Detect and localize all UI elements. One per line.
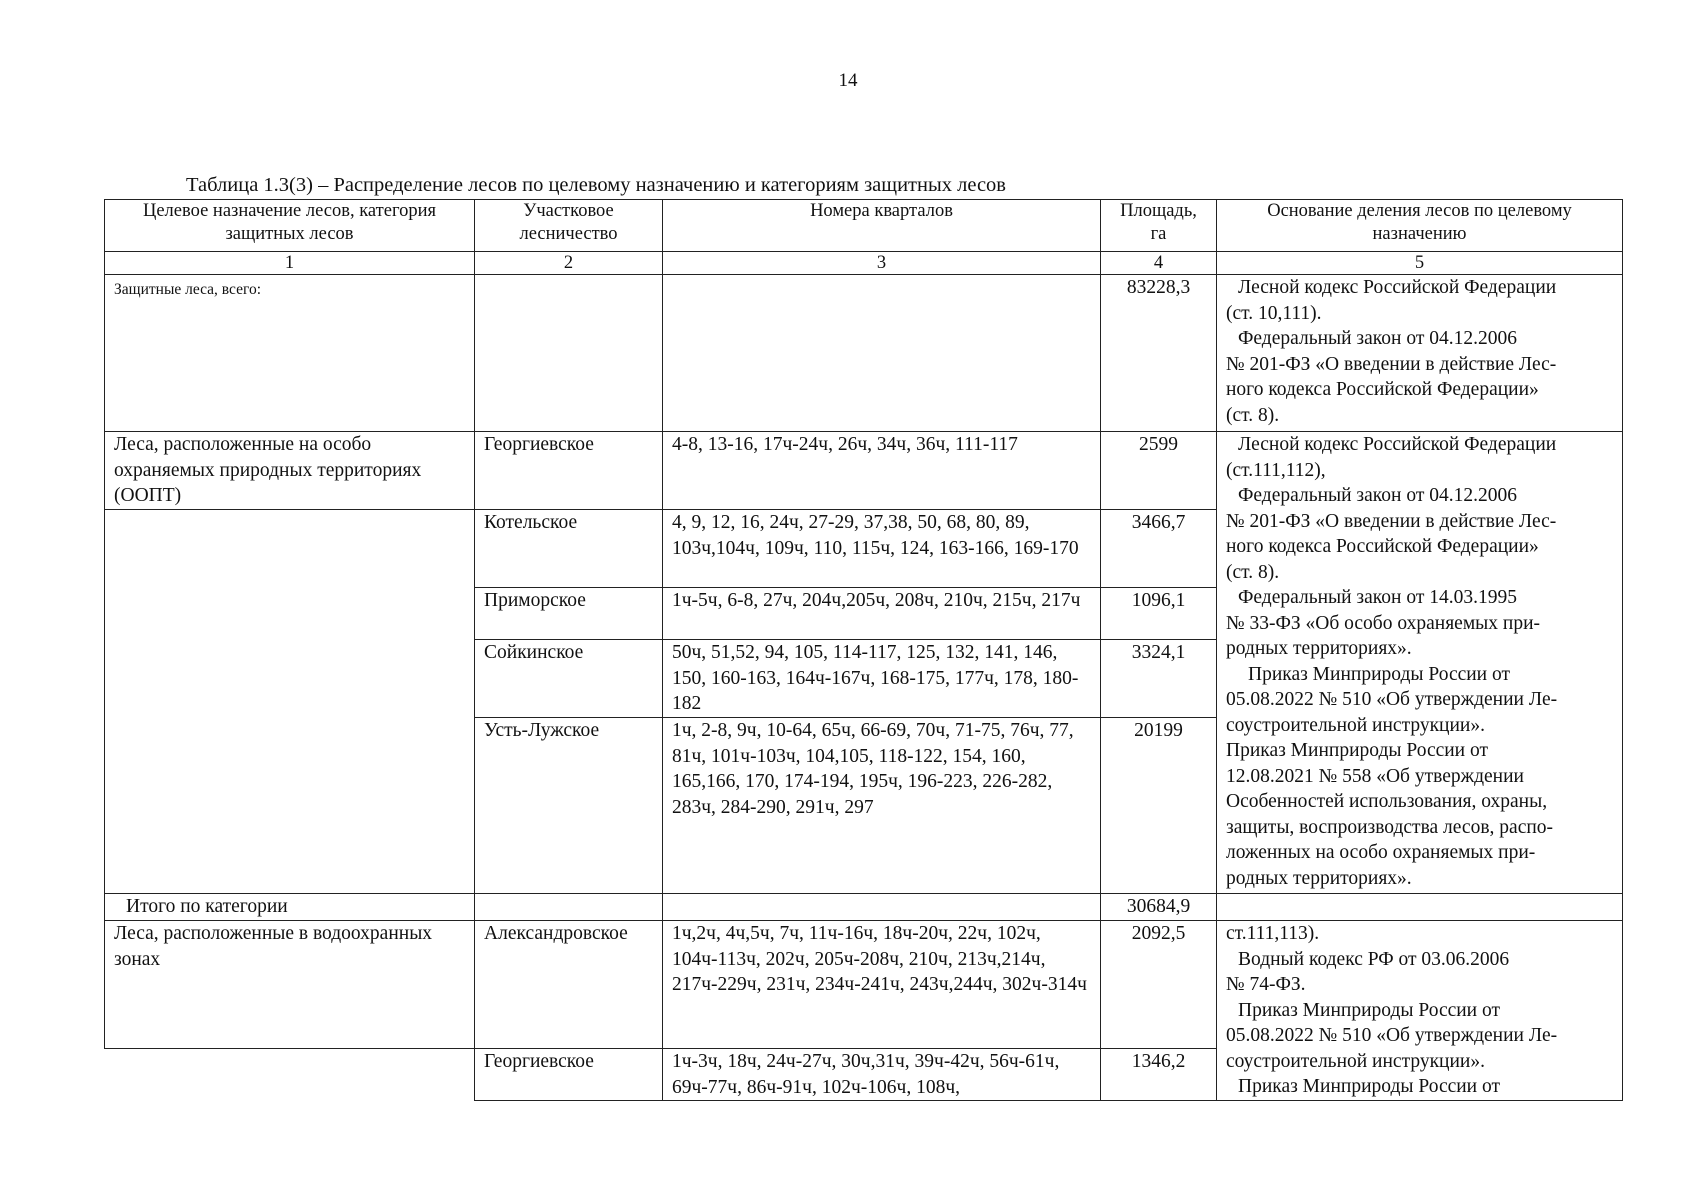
col-number: 1	[105, 252, 475, 275]
forest-distribution-table	[104, 199, 1623, 1101]
category-cell: Леса, расположенные в водоохранных зонах	[105, 921, 475, 1049]
quarters-cell: 1ч,2ч, 4ч,5ч, 7ч, 11ч-16ч, 18ч-20ч, 22ч, 102ч, 104ч-113ч, 202ч, 205ч-208ч, 210ч, 213ч,214ч, 217ч-229ч, 231ч, 234ч-241ч, 243ч,244ч, 302ч-314ч	[663, 921, 1101, 1049]
basis-line: Федеральный закон от 04.12.2006	[1238, 485, 1517, 506]
basis-line: 05.08.2022 № 510 «Об утверждении Ле-	[1226, 1025, 1558, 1046]
area-cell: 1096,1	[1101, 588, 1217, 640]
forestry-cell	[475, 894, 663, 921]
header-basis: Основание деления лесов по целевому назначению	[1217, 200, 1623, 252]
basis-line: № 74-ФЗ.	[1226, 974, 1306, 995]
area-cell: 3466,7	[1101, 510, 1217, 588]
col-number: 4	[1101, 252, 1217, 275]
basis-line: 05.08.2022 № 510 «Об утверждении Ле-	[1226, 689, 1558, 710]
column-number-row	[105, 252, 1623, 275]
area-cell: 3324,1	[1101, 640, 1217, 718]
area-cell: 20199	[1101, 718, 1217, 894]
header-purpose: Целевое назначение лесов, категория защитных лесов	[105, 200, 475, 252]
forestry-cell: Котельское	[475, 510, 663, 588]
basis-cell	[1217, 432, 1623, 894]
basis-line: Приказ Минприроды России от	[1226, 740, 1489, 761]
basis-cell	[1217, 894, 1623, 921]
basis-line: № 33-ФЗ «Об особо охраняемых при-	[1226, 612, 1540, 634]
col-number: 5	[1217, 252, 1623, 275]
basis-line: ст.111,113).	[1226, 923, 1320, 944]
basis-line: ложенных на особо охраняемых при-	[1226, 842, 1536, 863]
basis-line: № 201-ФЗ «О введении в действие Лес-	[1226, 353, 1557, 375]
col-number: 2	[475, 252, 663, 275]
quarters-cell	[663, 894, 1101, 921]
category-cell-empty	[105, 510, 475, 894]
table-header-row	[105, 200, 1623, 252]
forestry-cell: Сойкинское	[475, 640, 663, 718]
col-number: 3	[663, 252, 1101, 275]
table-row-oopt	[105, 432, 1623, 510]
category-cell: Леса, расположенные на особо охраняемых природных территориях (ООПТ)	[105, 432, 475, 510]
page-number: 14	[838, 70, 858, 91]
forestry-cell: Усть-Лужское	[475, 718, 663, 894]
forestry-cell: Приморское	[475, 588, 663, 640]
quarters-cell: 4, 9, 12, 16, 24ч, 27-29, 37,38, 50, 68, 80, 89, 103ч,104ч, 109ч, 110, 115ч, 124, 163-166, 169-170	[663, 510, 1101, 588]
basis-line: № 201-ФЗ «О введении в действие Лес-	[1226, 510, 1557, 532]
forestry-cell: Георгиевское	[475, 432, 663, 510]
quarters-cell: 1ч-3ч, 18ч, 24ч-27ч, 30ч,31ч, 39ч-42ч, 56ч-61ч, 69ч-77ч, 86ч-91ч, 102ч-106ч, 108ч,	[663, 1049, 1101, 1101]
basis-line: ного кодекса Российской Федерации»	[1226, 536, 1539, 557]
basis-line: 12.08.2021 № 558 «Об утверждении	[1226, 765, 1524, 787]
basis-line: Приказ Минприроды России от	[1248, 663, 1511, 685]
table-row-subtotal	[105, 894, 1623, 921]
area-cell: 2092,5	[1101, 921, 1217, 1049]
quarters-cell: 50ч, 51,52, 94, 105, 114-117, 125, 132, 141, 146, 150, 160-163, 164ч-167ч, 168-175, 177ч, 178, 180-182	[663, 640, 1101, 718]
basis-cell	[1217, 921, 1623, 1101]
area-cell: 83228,3	[1101, 275, 1217, 432]
basis-line: Федеральный закон от 14.03.1995	[1238, 587, 1517, 608]
basis-line: защиты, воспроизводства лесов, распо-	[1226, 816, 1554, 838]
basis-line: Лесной кодекс Российской Федерации	[1238, 434, 1557, 455]
quarters-cell: 1ч, 2-8, 9ч, 10-64, 65ч, 66-69, 70ч, 71-75, 76ч, 77, 81ч, 101ч-103ч, 104,105, 118-122, 154, 160, 165,166, 170, 174-194, 195ч, 196-223, 226-282, 283ч, 284-290, 291ч, 297	[663, 718, 1101, 894]
basis-cell	[1217, 275, 1623, 432]
table-row-water	[105, 921, 1623, 1049]
basis-line: родных территориях».	[1226, 867, 1412, 889]
basis-line: (ст. 10,111).	[1226, 302, 1322, 324]
forestry-cell: Александровское	[475, 921, 663, 1049]
category-cell-empty	[105, 1049, 475, 1101]
quarters-cell: 4-8, 13-16, 17ч-24ч, 26ч, 34ч, 36ч, 111-117	[663, 432, 1101, 510]
basis-line: Лесной кодекс Российской Федерации	[1238, 277, 1557, 298]
basis-line: Особенностей использования, охраны,	[1226, 791, 1548, 812]
subtotal-label: Итого по категории	[105, 894, 475, 921]
header-forestry: Участковое лесничество	[475, 200, 663, 252]
quarters-cell	[663, 275, 1101, 432]
basis-line: (ст.111,112),	[1226, 459, 1326, 481]
table-row-total	[105, 275, 1623, 432]
basis-line: Приказ Минприроды России от	[1238, 1076, 1501, 1097]
category-cell: Защитные леса, всего:	[105, 275, 475, 432]
quarters-cell: 1ч-5ч, 6-8, 27ч, 204ч,205ч, 208ч, 210ч, 215ч, 217ч	[663, 588, 1101, 640]
area-cell: 2599	[1101, 432, 1217, 510]
basis-line: (ст. 8).	[1226, 404, 1280, 426]
table-caption: Таблица 1.3(3) – Распределение лесов по целевому назначению и категориям защитных лесов	[186, 174, 1006, 196]
basis-line: (ст. 8).	[1226, 561, 1280, 583]
forestry-cell	[475, 275, 663, 432]
basis-line: соустроительной инструкции».	[1226, 714, 1485, 736]
basis-line: Приказ Минприроды России от	[1238, 999, 1501, 1021]
forestry-cell: Георгиевское	[475, 1049, 663, 1101]
basis-line: Водный кодекс РФ от 03.06.2006	[1238, 948, 1510, 970]
header-area: Площадь, га	[1101, 200, 1217, 252]
basis-line: Федеральный закон от 04.12.2006	[1238, 328, 1517, 349]
basis-line: соустроительной инструкции».	[1226, 1050, 1485, 1072]
basis-line: ного кодекса Российской Федерации»	[1226, 379, 1539, 400]
subtotal-area: 30684,9	[1101, 894, 1217, 921]
header-quarters: Номера кварталов	[663, 200, 1101, 252]
basis-line: родных территориях».	[1226, 638, 1412, 659]
area-cell: 1346,2	[1101, 1049, 1217, 1101]
